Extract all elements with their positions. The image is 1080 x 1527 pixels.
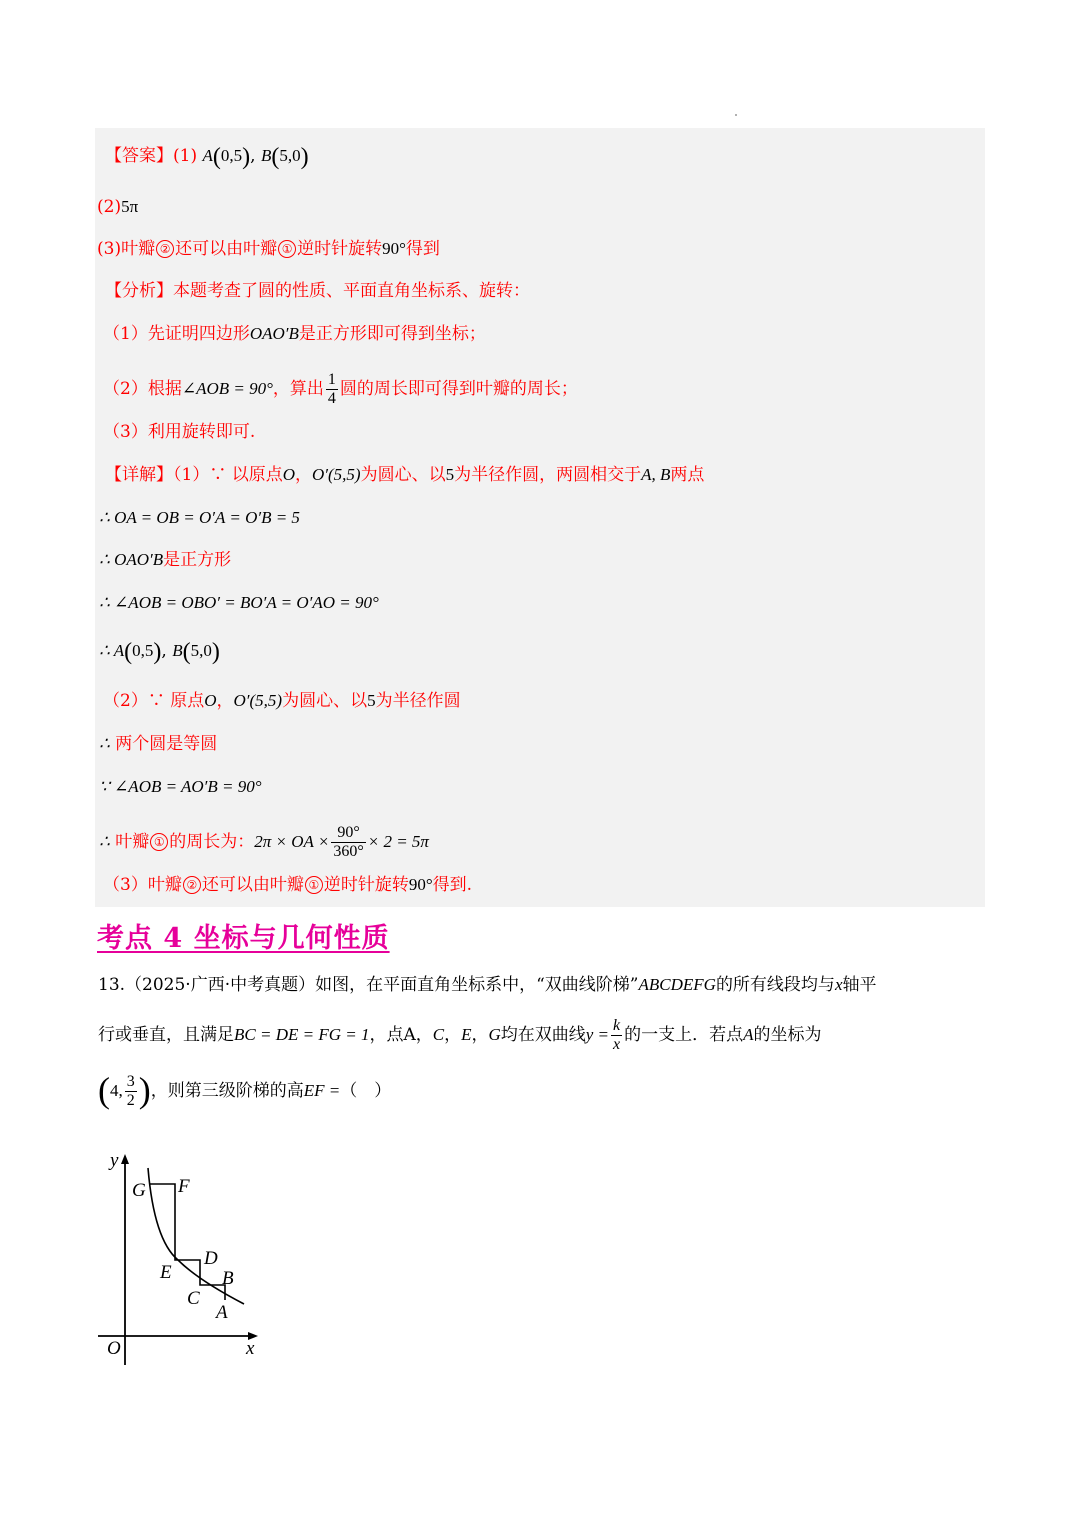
analysis-step-1 — [103, 322, 486, 346]
answer-part-3-post: 逆时针旋转 — [297, 239, 383, 259]
detail-3-math: ∴ OAO′B — [99, 550, 164, 569]
fraction-3: 3 — [126, 1073, 135, 1090]
question-point-c: C — [432, 1025, 445, 1044]
label-o: O — [107, 1338, 121, 1359]
answer-box — [95, 128, 985, 907]
detail-line-3 — [99, 548, 231, 572]
question-line-2-post: 的一支上．若点 — [624, 1025, 744, 1045]
question-x-axis: x — [834, 975, 843, 994]
detail-line-1 — [105, 463, 704, 487]
coord-x: 4, — [110, 1081, 123, 1100]
circled-2-icon-2: ② — [183, 876, 201, 894]
question-comma-2: ， — [471, 1025, 489, 1045]
circled-1-icon-3: ① — [305, 876, 323, 894]
detail-1-o-prime: O′(5,5) — [312, 465, 361, 484]
question-line-1-mid: 的所有线段均与 — [715, 975, 835, 995]
detail-1-o: O — [282, 465, 296, 484]
analysis-step-1-post: 是正方形即可得到坐标； — [298, 324, 486, 344]
detail-1-end: 两点 — [670, 465, 705, 485]
detail-5-a-coords: 0,5 — [132, 641, 154, 660]
question-line-2-pre: 行或垂直，且满足 — [98, 1025, 234, 1045]
detail-2-equal-circles: 两个圆是等圆 — [115, 734, 218, 754]
question-condition: BC = DE = FG = 1 — [234, 1025, 370, 1044]
label-f: F — [178, 1176, 190, 1197]
fraction-360: 360° — [333, 843, 364, 860]
detail-line-4: ∴ ∠AOB = OBO′ = BO′A = O′AO = 90° — [99, 593, 379, 612]
detail-3-text: 是正方形 — [163, 550, 232, 570]
fraction-denominator: 4 — [327, 390, 336, 407]
point-a: A — [202, 146, 213, 165]
circled-1-icon-2: ① — [150, 833, 168, 851]
label-x: x — [246, 1338, 255, 1359]
detail-line-5: ∴ A(0,5), B(5,0) — [99, 639, 220, 665]
fraction-2: 2 — [126, 1092, 135, 1109]
detail-1-post: 为半径作圆，两圆相交于 — [454, 465, 642, 485]
detail-2-expr-a: 2π × OA × — [254, 832, 330, 851]
answer-line-2 — [97, 195, 138, 219]
analysis-tag: 【分析】 — [105, 281, 173, 301]
answer-line-1: 【答案】(1) A(0,5), B(5,0) — [105, 144, 309, 170]
answer-line-3 — [97, 237, 440, 261]
detail-1-comma: ， — [295, 465, 313, 485]
detail-2-petal: 叶瓣 — [115, 832, 150, 852]
question-ef: EF = — [303, 1081, 341, 1100]
detail-1-radius: 5 — [445, 465, 455, 484]
detail-1-mid: 为圆心、以 — [360, 465, 446, 485]
detail-2-o-prime: O′(5,5) — [233, 691, 283, 710]
detail-2-line-3: ∵ ∠AOB = AO′B = 90° — [99, 777, 262, 796]
detail-2-line-1 — [103, 689, 461, 713]
staircase-hyperbola-figure — [90, 1140, 270, 1370]
fraction-90-360 — [331, 824, 365, 861]
point-b: B — [260, 146, 272, 165]
point-a-coords: 0,5 — [220, 146, 243, 165]
fraction-numerator: 1 — [327, 371, 336, 388]
detail-2-line-2 — [99, 732, 217, 756]
detail-tag: 【详解】 — [105, 465, 173, 485]
scan-dot — [735, 114, 737, 116]
detail-2-mid: 为圆心、以 — [282, 691, 368, 711]
detail-2-comma: ， — [216, 691, 234, 711]
fraction-one-quarter — [326, 371, 338, 408]
detail-3-mid: 还可以由叶瓣 — [201, 875, 304, 895]
answer-part-3-end: 得到 — [405, 239, 440, 259]
question-staircase-name: ABCDEFG — [638, 975, 716, 994]
analysis-step-2-mid: ，算出 — [272, 379, 324, 399]
question-line-2 — [98, 1011, 822, 1059]
detail-3-post: 逆时针旋转 — [323, 875, 409, 895]
label-a: A — [216, 1302, 228, 1323]
detail-2-radius: 5 — [367, 691, 376, 710]
detail-2-post: 为半径作圆 — [375, 691, 461, 711]
label-e: E — [160, 1262, 172, 1283]
detail-line-2: ∴ OA = OB = O′A = O′B = 5 — [99, 508, 300, 527]
therefore-symbol: ∴ — [99, 734, 110, 753]
point-b-coords: 5,0 — [279, 146, 301, 165]
detail-2-pre: （2）∵ 原点 — [103, 691, 205, 711]
fraction-x: x — [613, 1036, 621, 1053]
question-point-e: E — [461, 1025, 472, 1044]
answer-tag: 【答案】 — [105, 146, 173, 166]
question-line-3-text: ，则第三级阶梯的高 — [150, 1081, 304, 1101]
therefore-symbol-2: ∴ — [99, 832, 110, 851]
label-d: D — [204, 1248, 218, 1269]
question-line-1-post: 轴平 — [842, 975, 877, 995]
circled-2-icon: ② — [156, 240, 174, 258]
section-heading: 考点 4 坐标与几何性质 — [97, 923, 390, 954]
answer-part-3-mid: 还可以由叶瓣 — [175, 239, 278, 259]
detail-2-o: O — [204, 691, 217, 710]
analysis-step-2-math: ∠AOB = 90° — [181, 379, 273, 398]
detail-3-line — [103, 873, 472, 897]
detail-1-ab: A, B — [641, 465, 671, 484]
question-point-a: A — [743, 1025, 754, 1044]
question-line-1 — [98, 973, 876, 997]
label-g: G — [132, 1180, 146, 1201]
detail-5-pre: ∴ A — [99, 641, 125, 660]
analysis-step-1-pre: （1）先证明四边形 — [103, 324, 250, 344]
question-line-3: (4, $\frac{3}{2}$ )，则第三级阶梯的高EF =（ ） — [98, 1070, 392, 1110]
analysis-step-2 — [103, 371, 578, 408]
question-function-y: y = — [585, 1025, 610, 1044]
answer-part-3-text: (3)叶瓣 — [97, 239, 156, 259]
answer-part-2-value: 5π — [121, 197, 139, 216]
analysis-step-1-math: OAO′B — [249, 324, 299, 343]
analysis-step-3: （3）利用旋转即可. — [103, 422, 256, 442]
question-line-2-mid: 均在双曲线 — [500, 1025, 586, 1045]
fraction-90: 90° — [331, 824, 365, 843]
label-y: y — [110, 1150, 119, 1171]
analysis-line — [105, 279, 530, 303]
fraction-k-over-x — [611, 1017, 622, 1054]
answer-blank: （ ） — [340, 1081, 392, 1101]
fraction-three-halves — [125, 1073, 137, 1110]
answer-part-1-label: (1) — [173, 146, 198, 166]
question-intro: 13.（2025·广西·中考真题）如图，在平面直角坐标系中，“双曲线阶梯” — [98, 975, 639, 995]
question-points: ，点A， — [369, 1025, 433, 1045]
question-point-g: G — [488, 1025, 501, 1044]
detail-2-perimeter: 的周长为： — [169, 832, 255, 852]
detail-5-b-coords: 5,0 — [190, 641, 212, 660]
detail-3-pre: （3）叶瓣 — [103, 875, 182, 895]
fraction-k: k — [613, 1017, 621, 1034]
detail-2-expr-b: × 2 = 5π — [367, 832, 429, 851]
answer-part-3-deg: 90° — [382, 239, 406, 258]
detail-1-pre: （1）∵ 以原点 — [173, 465, 283, 485]
label-c: C — [187, 1288, 200, 1309]
question-line-2-end: 的坐标为 — [753, 1025, 822, 1045]
detail-3-end: 得到. — [432, 875, 473, 895]
circled-1-icon: ① — [278, 240, 296, 258]
y-axis-arrow-icon — [121, 1154, 129, 1164]
answer-part-2-label: (2) — [97, 197, 122, 217]
analysis-text: 本题考查了圆的性质、平面直角坐标系、旋转： — [173, 281, 530, 301]
question-comma-1: ， — [444, 1025, 462, 1045]
analysis-step-2-pre: （2）根据 — [103, 379, 182, 399]
analysis-step-2-post: 圆的周长即可得到叶瓣的周长； — [339, 379, 578, 399]
detail-2-line-4 — [99, 818, 429, 866]
label-b: B — [222, 1268, 234, 1289]
detail-3-deg: 90° — [408, 875, 433, 894]
